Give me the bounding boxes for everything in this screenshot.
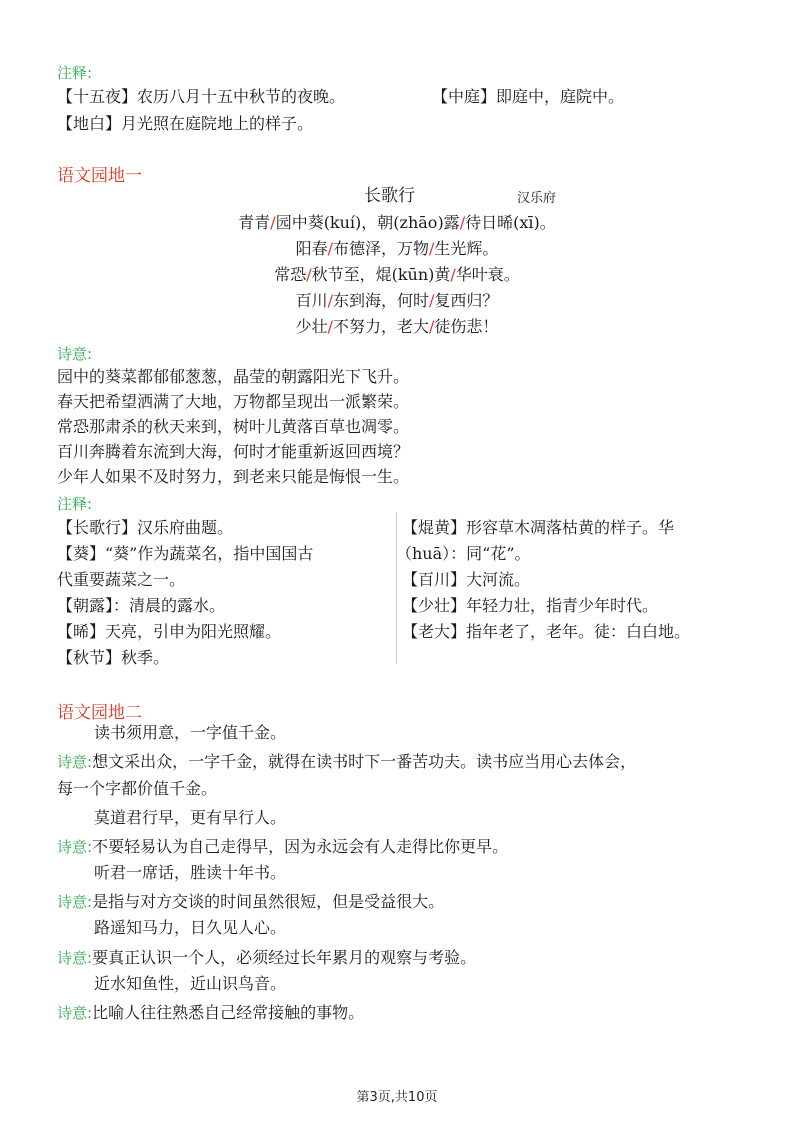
poem-line: 常恐/秋节至，焜(kūn)黄/华叶衰。 (274, 265, 520, 284)
meaning-line: 每一个字都价值千金。 (57, 779, 218, 798)
column-divider (396, 512, 397, 664)
meaning-line: 百川奔腾着东流到大海，何时才能重新返回西境？ (57, 442, 410, 461)
note-item: 【少壮】年轻力壮，指青少年时代。 (402, 596, 659, 615)
poem-line: 青青/园中葵(kuí)，朝(zhāo)露/待日晞(xī)。 (238, 213, 556, 232)
poem-title: 长歌行 (364, 186, 415, 206)
note-item: 【老大】指年老了，老年。徒：白白地。 (402, 622, 691, 641)
note-item: 【朝露】：清晨的露水。 (57, 596, 226, 615)
section-heading: 语文园地二 (57, 703, 142, 723)
poem-line: 阳春/布德泽，万物/生光辉。 (295, 239, 499, 258)
meaning-line: 园中的葵菜都郁郁葱葱，晶莹的朝露阳光下飞升。 (57, 367, 410, 386)
meaning-line: 春天把希望洒满了大地，万物都呈现出一派繁荣。 (57, 392, 410, 411)
note-item: 代重要蔬菜之一。 (57, 570, 186, 589)
note-item: 【中庭】即庭中，庭院中。 (432, 87, 625, 106)
note-item: 【长歌行】汉乐府曲题。 (57, 518, 234, 537)
poem-line: 少壮/不努力，老大/徒伤悲！ (295, 317, 499, 336)
note-item: 【百川】大河流。 (402, 570, 531, 589)
poem-source: 汉乐府 (517, 191, 557, 206)
note-item: 【葵】“葵”作为蔬菜名，指中国国古 (57, 544, 314, 563)
saying: 听君一席话，胜读十年书。 (94, 863, 287, 882)
meaning-label: 诗意: (57, 838, 93, 856)
meaning-line: 常恐那肃杀的秋天来到，树叶儿黄落百草也凋零。 (57, 417, 410, 436)
meaning-line: 诗意:比喻人往往熟悉自己经常接触的事物。 (57, 1003, 365, 1022)
note-item: 【晞】天亮，引申为阳光照耀。 (57, 622, 282, 641)
poem-line: 百川/东到海，何时/复西归？ (295, 291, 499, 310)
saying: 莫道君行早，更有早行人。 (94, 808, 287, 827)
notes-label: 注释: (57, 64, 93, 82)
note-item: 【焜黄】形容草木凋落枯黄的样子。华 (402, 518, 675, 537)
meaning-label: 诗意: (57, 753, 93, 771)
notes-label: 注释: (57, 495, 93, 513)
saying: 路遥知马力，日久见人心。 (94, 918, 287, 937)
meaning-line: 少年人如果不及时努力，到老来只能是悔恨一生。 (57, 467, 410, 486)
meaning-line: 诗意:不要轻易认为自己走得早，因为永远会有人走得比你更早。 (57, 837, 509, 856)
meaning-label: 诗意: (57, 345, 93, 363)
saying: 读书须用意，一字值千金。 (94, 723, 287, 742)
meaning-line: 诗意:要真正认识一个人，必须经过长年累月的观察与考验。 (57, 948, 477, 967)
saying: 近水知鱼性，近山识鸟音。 (94, 974, 287, 993)
meaning-label: 诗意: (57, 949, 93, 967)
meaning-label: 诗意: (57, 893, 93, 911)
section-heading: 语文园地一 (57, 166, 142, 186)
page-number: 第3页,共10页 (356, 1090, 438, 1105)
note-item: 【地白】月光照在庭院地上的样子。 (57, 114, 314, 133)
note-item: 【秋节】秋季。 (57, 648, 170, 667)
meaning-line: 诗意:是指与对方交谈的时间虽然很短，但是受益很大。 (57, 892, 445, 911)
note-item: 【十五夜】农历八月十五中秋节的夜晚。 (57, 87, 346, 106)
note-item: （huā）：同“花”。 (396, 544, 531, 563)
meaning-line: 诗意:想文采出众，一字千金，就得在读书时下一番苦功夫。读书应当用心去体会， (57, 752, 637, 771)
meaning-label: 诗意: (57, 1004, 93, 1022)
